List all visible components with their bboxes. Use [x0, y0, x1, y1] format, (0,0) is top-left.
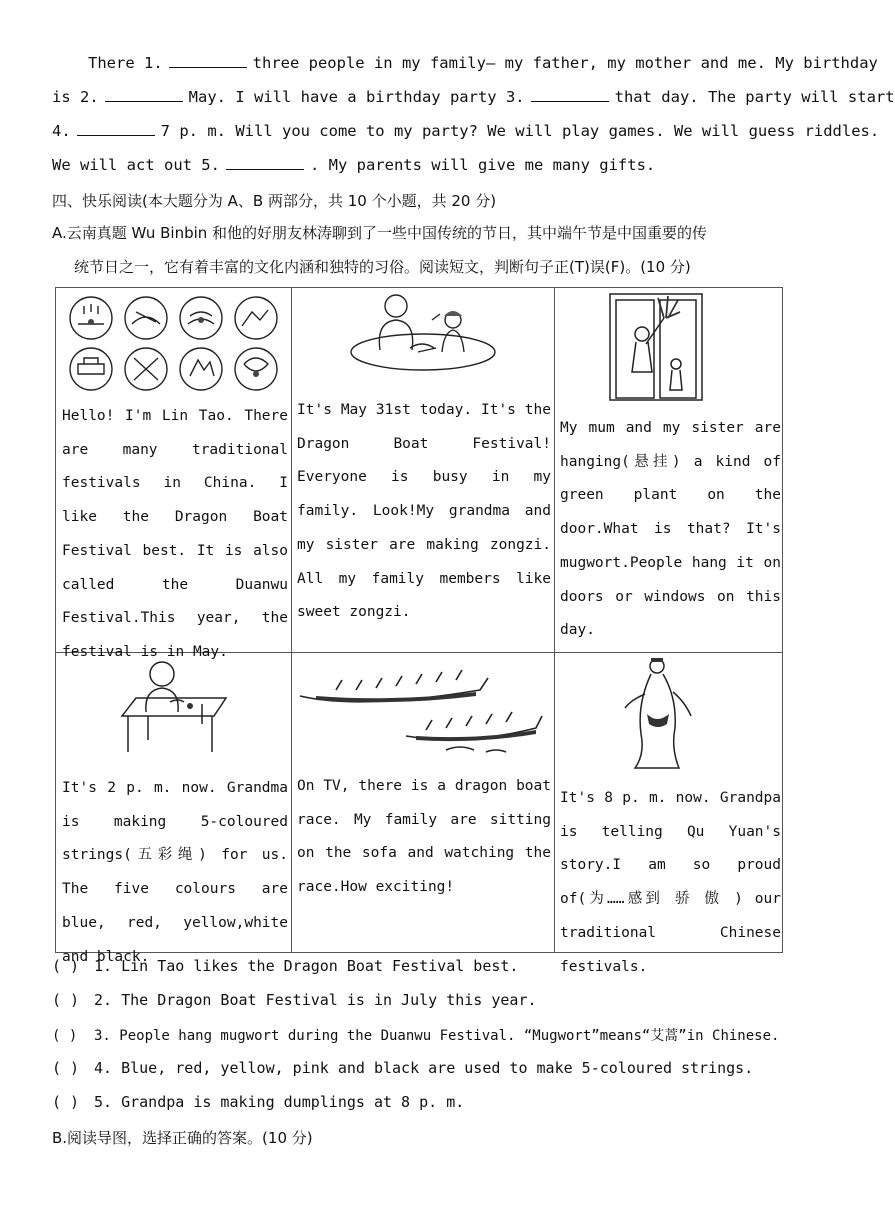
mugwort-door-image	[606, 290, 706, 406]
blank-3[interactable]	[531, 89, 609, 102]
answer-paren-3[interactable]: ( )	[52, 1028, 78, 1044]
cloze-line-2: is 2. May. I will have a birthday party 3. that day. The party will start	[52, 88, 895, 106]
cloze-line-1: There 1. three people in my family— my father, my mother and me. My birthday	[88, 54, 878, 72]
blank-4[interactable]	[77, 123, 155, 136]
part-b-intro: B.阅读导图，选择正确的答案。(10 分)	[52, 1129, 313, 1147]
question-4: ( ) 4. Blue, red, yellow, pink and black are used to make 5-coloured strings.	[52, 1059, 754, 1077]
question-2: ( ) 2. The Dragon Boat Festival is in July this year.	[52, 991, 537, 1009]
cloze-line-4: We will act out 5. . My parents will give me many gifts.	[52, 156, 656, 174]
blank-1[interactable]	[169, 55, 247, 68]
qu-yuan-image	[621, 654, 701, 778]
question-3: ( ) 3. People hang mugwort during the Duanwu Festival. “Mugwort”means“艾蒿”in Chinese.	[52, 1028, 780, 1044]
cell-4-text: It's 2 p. m. now. Grandma is making 5-coloured strings(五彩绳) for us. The five colours are blue, red, yellow,white and black.	[62, 780, 288, 965]
cell-5-text: On TV, there is a dragon boat race. My family are sitting on the sofa and watching the race.How exciting!	[297, 778, 551, 896]
grandma-strings-image	[118, 656, 228, 760]
answer-paren-5[interactable]: ( )	[52, 1093, 80, 1111]
answer-paren-2[interactable]: ( )	[52, 991, 80, 1009]
zongzi-family-image	[348, 290, 498, 384]
cell-1-text: Hello! I'm Lin Tao. There are many traditional festivals in China. I like the Dragon Boat Festival best. It is also called the Duanwu Festival.This year, the festival is in May.	[62, 408, 288, 660]
section-heading: 四、快乐阅读(本大题分为 A、B 两部分，共 10 个小题，共 20 分)	[52, 192, 497, 210]
blank-5[interactable]	[226, 157, 304, 170]
cell-2-text: It's May 31st today. It's the Dragon Boat Festival! Everyone is busy in my family. Look!My grandma and my sister are making zongzi. All my family members like sweet zongzi.	[297, 402, 551, 621]
part-a-intro: A.云南真题 Wu Binbin 和他的好朋友林涛聊到了一些中国传统的节日，其中端午节是中国重要的传 统节日之一，它有着丰富的文化内涵和独特的习俗。阅读短文，判断句子正(T)误(F)。(10 分)	[52, 224, 708, 276]
question-1: ( ) 1. Lin Tao likes the Dragon Boat Festival best.	[52, 957, 519, 975]
answer-paren-1[interactable]: ( )	[52, 957, 80, 975]
answer-paren-4[interactable]: ( )	[52, 1059, 80, 1077]
blank-2[interactable]	[105, 89, 183, 102]
cloze-line-3: 4. 7 p. m. Will you come to my party? We will play games. We will guess riddles.	[52, 122, 880, 140]
question-5: ( ) 5. Grandpa is making dumplings at 8 p. m.	[52, 1093, 465, 1111]
festival-icons-image	[66, 294, 281, 398]
dragon-boat-image	[296, 656, 551, 760]
cell-6-text: It's 8 p. m. now. Grandpa is telling Qu Yuan's story.I am so proud of(为……感到 骄 傲 ) our traditional Chinese festivals.	[560, 790, 781, 975]
cell-3-text: My mum and my sister are hanging(悬挂) a kind of green plant on the door.What is that? It's mugwort.People hang it on doors or windows on this day.	[560, 420, 781, 639]
